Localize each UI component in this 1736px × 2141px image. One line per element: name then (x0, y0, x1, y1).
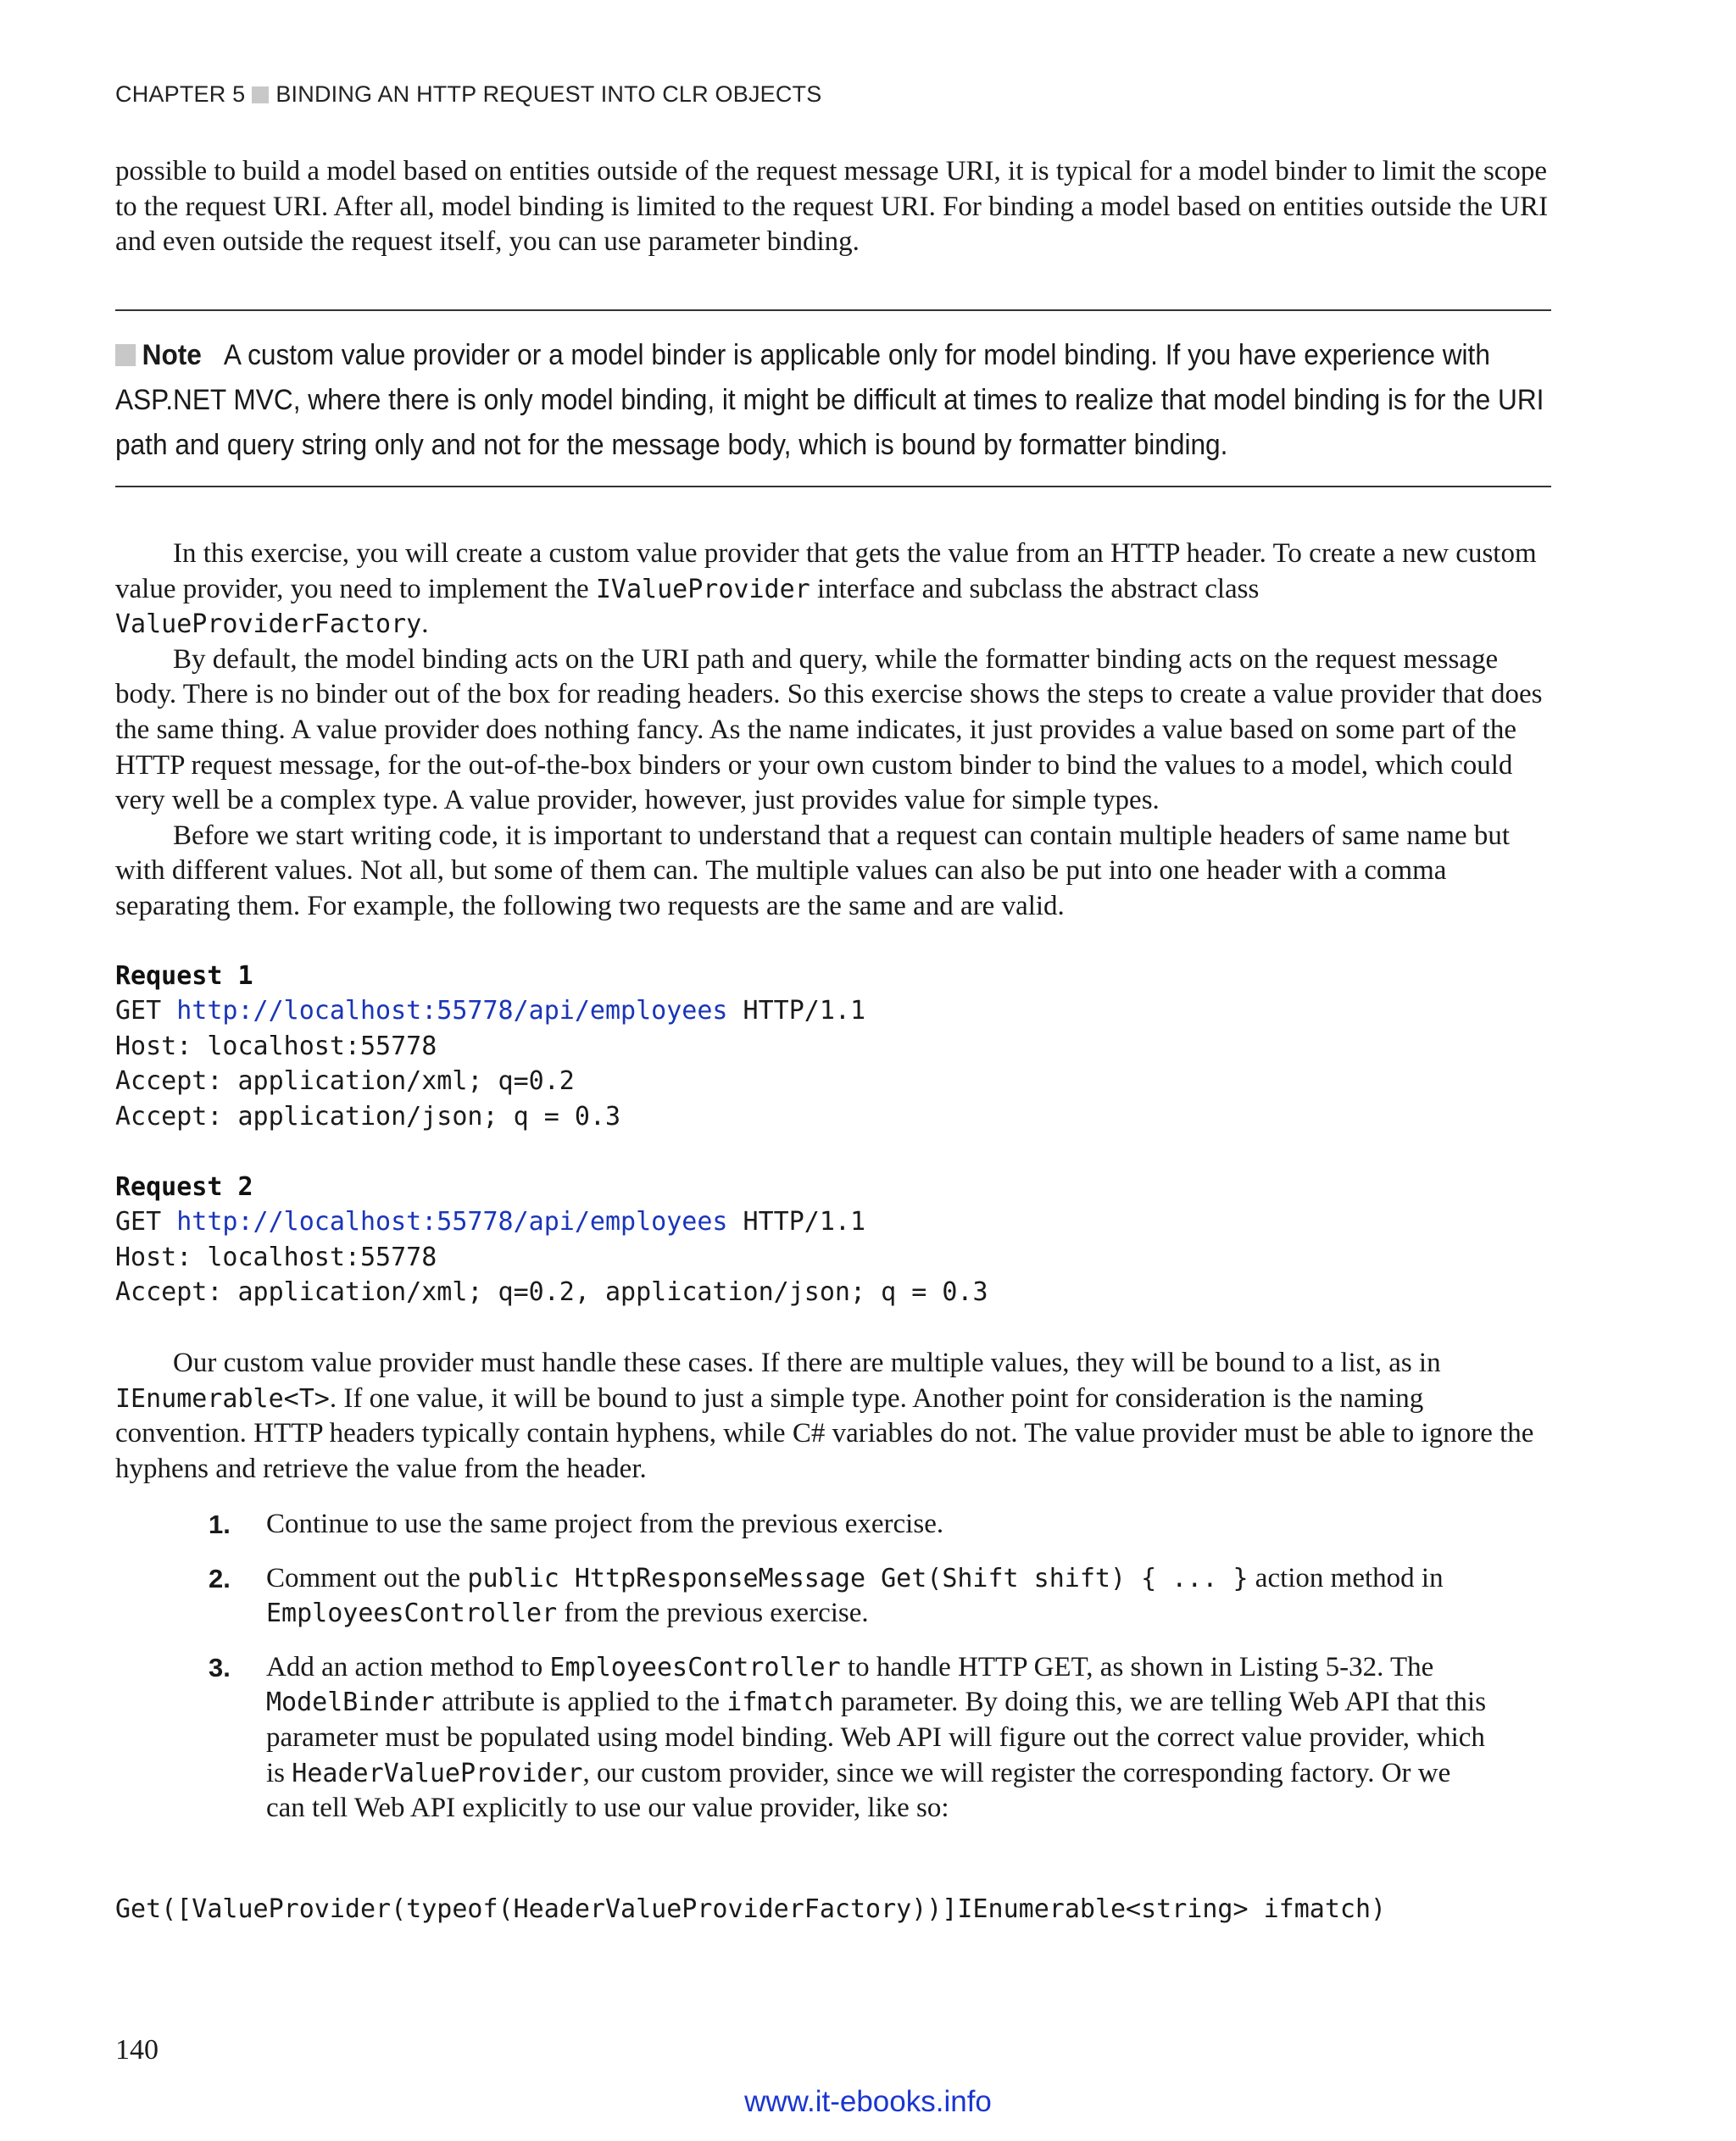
inline-code: IEnumerable<T> (115, 1383, 330, 1414)
inline-code: ifmatch (726, 1688, 834, 1718)
inline-code: EmployeesController (266, 1599, 558, 1629)
note-box (115, 333, 1556, 468)
paragraph-custom-provider: Our custom value provider must handle these cases. If there are multiple values, they will be bound to a list, as in IEnumerable<T>. If one value, it will be bound to just a simple type. Another point for consideration is the naming convention. HTTP headers typically contain hyphens, while C# variables do not. The value provider must be able to ignore the hyphens and retrieve the value from the header. (115, 1348, 1534, 1484)
note-bottom-rule (115, 486, 1551, 487)
step-text: Add an action method to EmployeesController to handle HTTP GET, as shown in Listing 5-32. The ModelBinder attribute is applied to the ifmatch parameter. By doing this, we are telling Web API that this parameter must be populated using model binding. Web API will figure out the correct value provider, which is HeaderValueProvider, our custom provider, since we will register the corresponding factory. Or we can tell Web API explicitly to use our value provider, like so: (266, 1651, 1487, 1824)
request2-code: GET http://localhost:55778/api/employees HTTP/1.1 Host: localhost:55778 Accept: application/xml; q=0.2, application/json; q = 0.3 (115, 1207, 988, 1308)
inline-code: public HttpResponseMessage Get(Shift shift) { ... } (467, 1563, 1249, 1593)
intro-paragraph: possible to build a model based on entities outside of the request message URI, it is typical for a model binder to limit the scope to the request URI. After all, model binding is limited to the request URI. For binding a model based on entities outside the URI and even outside the request itself, you can use parameter binding. (115, 156, 1549, 258)
paragraph-default-binding: By default, the model binding acts on the URI path and query, while the formatter binding acts on the request message body. There is no binder out of the box for reading headers. So this exercise shows the steps to create a value provider that does the same thing. A value provider does nothing fancy. As the name indicates, it just provides a value based on some part of the HTTP request message, for the out-of-the-box binders or your own custom binder to bind the values to a model, which could very well be a complex type. A value provider, however, just provides value for simple types. (115, 643, 1543, 816)
step-number: 1. (209, 1510, 231, 1539)
step-text: Continue to use the same project from the previous exercise. (266, 1509, 944, 1539)
list-item (115, 1561, 1556, 1632)
list-item (115, 1507, 1556, 1543)
chapter-label: CHAPTER 5 (115, 81, 246, 107)
footer-link[interactable]: www.it-ebooks.info (744, 2085, 992, 2118)
inline-code: IValueProvider (595, 574, 810, 604)
note-square-icon (115, 344, 136, 366)
step-text: Comment out the public HttpResponseMessage Get(Shift shift) { ... } action method in EmployeesController from the previous exercise. (266, 1562, 1444, 1629)
inline-code: HeaderValueProvider (292, 1758, 583, 1788)
request1-title: Request 1 (115, 961, 253, 991)
body-text (115, 537, 1556, 925)
note-text: A custom value provider or a model binder is applicable only for model binding. If you have experience with ASP.NET MVC, where there is only model binding, it might be difficult at times to realize that model binding is for the URI path and query string only and not for the message body, which is bound by formatter binding. (115, 339, 1544, 461)
steps-list (115, 1507, 1556, 1827)
paragraph-exercise: In this exercise, you will create a custom value provider that gets the value from an HTTP header. To create a new custom value provider, you need to implement the IValueProvider interface and subclass the abstract class ValueProviderFactory. (115, 538, 1537, 640)
inline-code: ValueProviderFactory (115, 609, 422, 640)
list-item (115, 1650, 1556, 1827)
note-label: Note (142, 339, 202, 371)
request1-url-link[interactable]: http://localhost:55778/api/employees (176, 996, 728, 1026)
inline-code: ModelBinder (266, 1688, 435, 1718)
code-line: Get([ValueProvider(typeof(HeaderValueProviderFactory))]IEnumerable<string> ifmatch) (115, 1894, 1387, 1924)
chapter-title: BINDING AN HTTP REQUEST INTO CLR OBJECTS (275, 81, 822, 107)
running-head (115, 81, 821, 108)
step-number: 3. (209, 1652, 231, 1682)
inline-code: EmployeesController (549, 1652, 841, 1682)
request1-code: GET http://localhost:55778/api/employees HTTP/1.1 Host: localhost:55778 Accept: application/xml; q=0.2 Accept: application/json; q = 0.3 (115, 996, 866, 1132)
separator-square-icon (252, 86, 269, 103)
paragraph-multiple-headers: Before we start writing code, it is important to understand that a request can contain multiple headers of same name but with different values. Not all, but some of them can. The multiple values can also be put into one header with a comma separating them. For example, the following two requests are the same and are valid. (115, 820, 1511, 921)
note-top-rule (115, 309, 1551, 311)
step-number: 2. (209, 1563, 231, 1593)
request2-url-link[interactable]: http://localhost:55778/api/employees (176, 1207, 728, 1237)
page-number: 140 (115, 2034, 159, 2066)
request2-title: Request 2 (115, 1172, 253, 1202)
